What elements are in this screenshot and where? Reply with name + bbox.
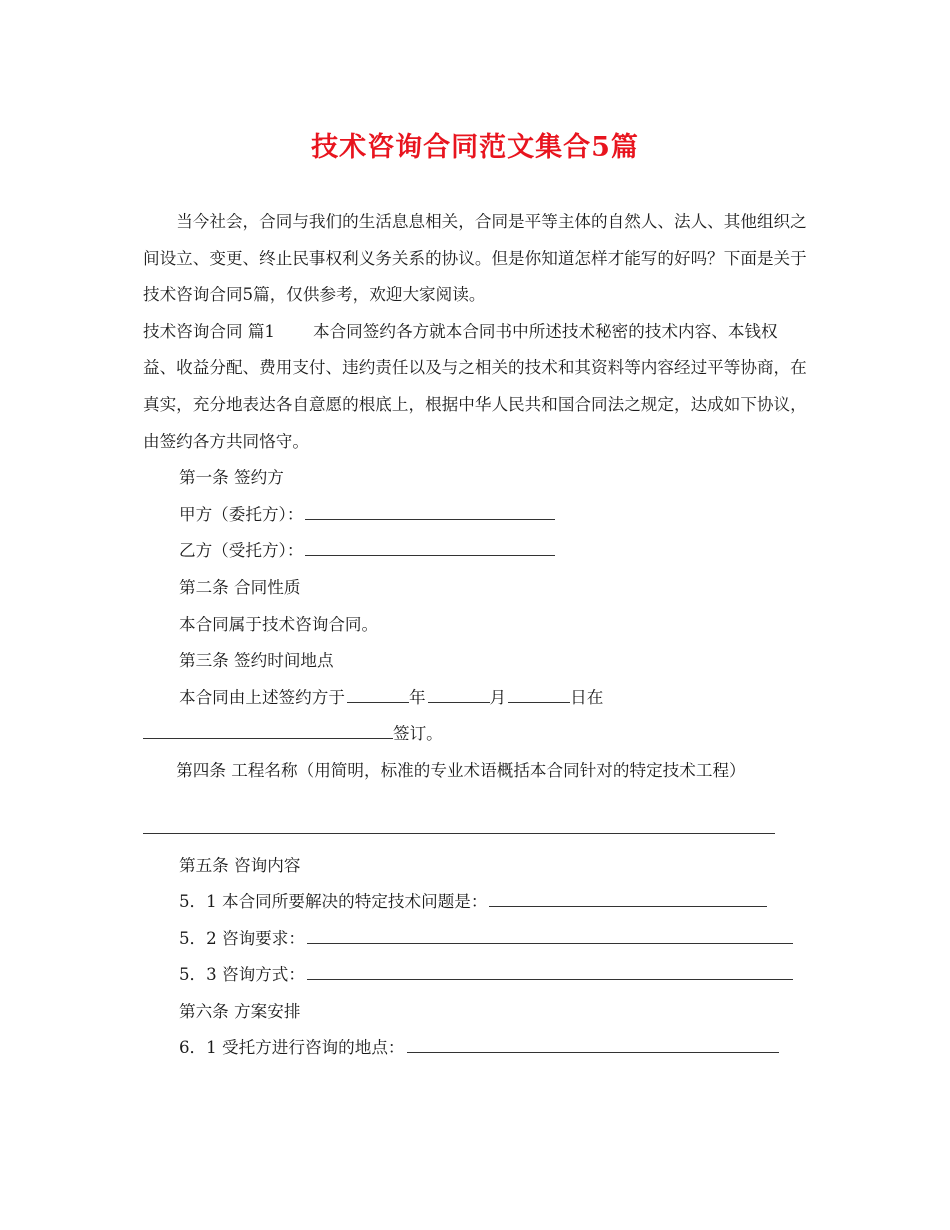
article-1-text: 本合同签约各方就本合同书中所述技术秘密的技术内容、本钱权益、收益分配、费用支付、违约责任以及与之相关的技术和其资料等内容经过平等协商，在真实，充分地表达各自意愿的根底上，根据中华人民共和国合同法之规定，达成如下协议，由签约各方共同恪守。 <box>143 321 807 451</box>
year-label: 年 <box>408 687 426 707</box>
item-5-1-line <box>143 884 808 921</box>
day-label: 日在 <box>570 687 604 707</box>
place-blank[interactable] <box>143 722 393 739</box>
party-a-blank[interactable] <box>305 503 555 520</box>
party-b-line <box>143 533 808 570</box>
clause-3-place-line <box>143 716 808 753</box>
clause-3-date-line <box>143 680 808 717</box>
intro-paragraph: 当今社会，合同与我们的生活息息相关，合同是平等主体的自然人、法人、其他组织之间设立、变更、终止民事权利义务关系的协议。但是你知道怎样才能写的好吗？下面是关于技术咨询合同5篇，仅供参考，欢迎大家阅读。 <box>143 212 807 305</box>
article-1-label: 技术咨询合同 篇1 <box>143 321 275 341</box>
item-5-2-blank[interactable] <box>307 927 793 944</box>
document-body <box>143 204 808 1067</box>
year-blank[interactable] <box>347 686 409 703</box>
clause-6-heading: 第六条 方案安排 <box>179 1001 301 1021</box>
clause-1-heading: 第一条 签约方 <box>179 468 284 488</box>
item-5-1-blank[interactable] <box>489 890 767 907</box>
article-1-paragraph <box>143 314 808 460</box>
clause-4-spacer <box>143 790 808 842</box>
item-5-1-label: 5．1 本合同所要解决的特定技术问题是： <box>179 892 488 912</box>
item-6-1-line <box>143 1030 808 1067</box>
party-b-blank[interactable] <box>305 539 555 556</box>
clause-3-heading: 第三条 签约时间地点 <box>179 651 334 671</box>
item-5-2-label: 5．2 咨询要求： <box>179 928 305 948</box>
document-title: 技术咨询合同范文集合5篇 <box>311 132 639 163</box>
project-name-blank[interactable] <box>143 832 775 834</box>
item-5-2-line <box>143 921 808 958</box>
clause-3-prefix: 本合同由上述签约方于 <box>179 687 345 707</box>
party-a-label: 甲方（委托方）： <box>179 504 304 524</box>
clause-2-text: 本合同属于技术咨询合同。 <box>179 614 379 634</box>
clause-4-text: 第四条 工程名称（用简明，标准的专业术语概括本合同针对的特定技术工程） <box>176 760 746 780</box>
month-blank[interactable] <box>428 686 490 703</box>
party-b-label: 乙方（受托方）： <box>179 541 304 561</box>
party-a-line <box>143 497 808 534</box>
clause-2-heading: 第二条 合同性质 <box>179 577 301 597</box>
day-blank[interactable] <box>508 686 570 703</box>
clause-3-signed: 签订。 <box>393 724 443 744</box>
item-6-1-blank[interactable] <box>407 1036 779 1053</box>
clause-5-heading: 第五条 咨询内容 <box>179 855 301 875</box>
item-5-3-line <box>143 957 808 994</box>
item-5-3-label: 5．3 咨询方式： <box>179 965 305 985</box>
item-6-1-label: 6．1 受托方进行咨询的地点： <box>179 1038 405 1058</box>
item-5-3-blank[interactable] <box>307 963 793 980</box>
month-label: 月 <box>489 687 507 707</box>
